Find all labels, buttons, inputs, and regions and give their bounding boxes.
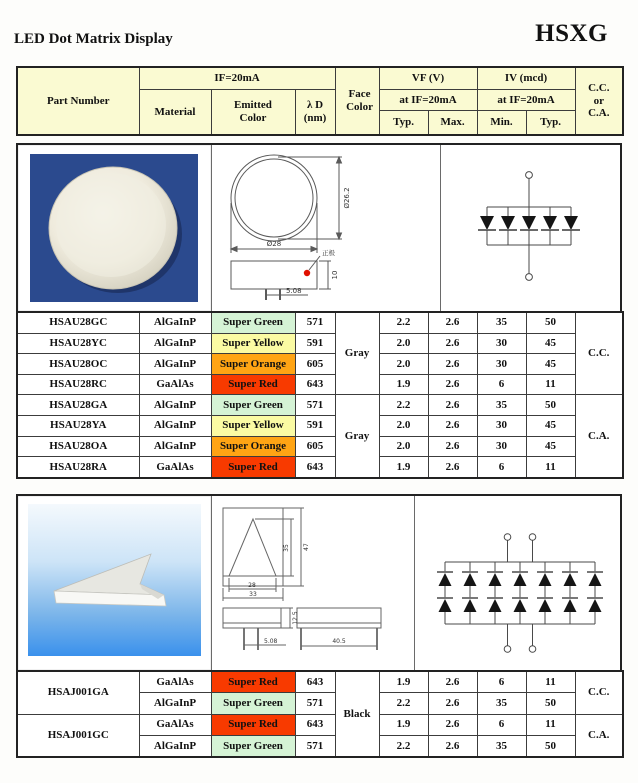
- vf-typ-cell: 1.9: [379, 714, 428, 735]
- iv-min-cell: 30: [477, 415, 526, 436]
- wavelength-cell: 591: [295, 415, 335, 436]
- emitted-color-cell: Super Red: [211, 671, 295, 693]
- wavelength-cell: 605: [295, 354, 335, 375]
- col-header-wavelength: [295, 90, 335, 136]
- dim-pin-pitch-arrow: 5.08: [264, 637, 278, 645]
- arrow-display-dimension-drawing: [212, 496, 414, 670]
- iv-typ-cell: 11: [526, 714, 575, 735]
- vf-max-cell: 2.6: [428, 415, 477, 436]
- col-header-emitted-color: Emitted Color: [211, 90, 295, 136]
- polarity-cell: C.C.: [575, 312, 623, 395]
- polarity-line-cc: C.C.: [588, 82, 610, 95]
- face-color-cell: Black: [335, 671, 379, 758]
- dim-face-diameter: Ø26.2: [343, 187, 351, 209]
- vf-max-cell: 2.6: [428, 693, 477, 714]
- polarity-line-ca: C.A.: [588, 107, 610, 120]
- iv-min-cell: 35: [477, 312, 526, 333]
- iv-typ-cell: 11: [526, 671, 575, 693]
- vf-typ-cell: 2.0: [379, 333, 428, 354]
- emitted-color-cell: Super Green: [211, 693, 295, 714]
- dim-thickness: 12.5: [292, 611, 299, 625]
- material-cell: AlGaInP: [139, 395, 211, 416]
- col-header-iv-min: Min.: [477, 111, 526, 136]
- col-header-if-condition: IF=20mA: [139, 67, 335, 90]
- iv-min-cell: 35: [477, 693, 526, 714]
- iv-min-cell: 6: [477, 671, 526, 693]
- dim-outer-width: 33: [249, 590, 257, 598]
- round-display-dimension-drawing: [212, 145, 440, 311]
- product-photo-round-display: [18, 145, 211, 311]
- wavelength-cell: 643: [295, 714, 335, 735]
- part-number-cell: HSAU28OA: [17, 436, 139, 457]
- wavelength-cell: 605: [295, 436, 335, 457]
- lambda-unit: (nm): [303, 112, 327, 124]
- col-header-iv: IV (mcd): [477, 67, 575, 90]
- dim-triangle-width: 28: [248, 581, 256, 589]
- emitted-color-cell: Super Orange: [211, 436, 295, 457]
- col-header-iv-typ: Typ.: [526, 111, 575, 136]
- anode-label: 正极: [322, 249, 335, 257]
- brand-logo: HSXG: [535, 20, 608, 47]
- iv-min-cell: 35: [477, 735, 526, 757]
- wavelength-cell: 643: [295, 457, 335, 478]
- emitted-color-cell: Super Green: [211, 312, 295, 333]
- col-header-vf: VF (V): [379, 67, 477, 90]
- spec-table-round-display: [16, 311, 624, 479]
- part-number-cell: HSAU28YA: [17, 415, 139, 436]
- iv-typ-cell: 45: [526, 333, 575, 354]
- material-cell: AlGaInP: [139, 735, 211, 757]
- table-row: [17, 333, 623, 354]
- vf-typ-cell: 2.2: [379, 693, 428, 714]
- part-number-cell: HSAU28YC: [17, 333, 139, 354]
- spec-table-arrow-display: [16, 670, 624, 759]
- vf-max-cell: 2.6: [428, 333, 477, 354]
- arrow-display-photo-image: [18, 496, 211, 670]
- wavelength-cell: 571: [295, 395, 335, 416]
- vf-max-cell: 2.6: [428, 714, 477, 735]
- vf-max-cell: 2.6: [428, 671, 477, 693]
- col-header-vf-at-if: at IF=20mA: [379, 90, 477, 111]
- iv-min-cell: 6: [477, 714, 526, 735]
- material-cell: GaAlAs: [139, 671, 211, 693]
- emitted-color-cell: Super Orange: [211, 354, 295, 375]
- vf-max-cell: 2.6: [428, 395, 477, 416]
- wavelength-cell: 591: [295, 333, 335, 354]
- wavelength-cell: 643: [295, 374, 335, 395]
- vf-typ-cell: 2.0: [379, 415, 428, 436]
- col-header-face-color: Face Color: [335, 67, 379, 135]
- table-row: [17, 671, 623, 693]
- col-header-material: Material: [139, 90, 211, 136]
- iv-typ-cell: 50: [526, 395, 575, 416]
- material-cell: AlGaInP: [139, 333, 211, 354]
- polarity-cell: C.A.: [575, 714, 623, 757]
- emitted-color-cell: Super Red: [211, 714, 295, 735]
- table-row: [17, 312, 623, 333]
- wavelength-cell: 643: [295, 671, 335, 693]
- spec-header-table: [16, 66, 624, 136]
- dim-outer-diameter: Ø28: [266, 240, 282, 248]
- iv-min-cell: 30: [477, 354, 526, 375]
- mechanical-drawing-round: [211, 145, 440, 311]
- vf-typ-cell: 2.0: [379, 354, 428, 375]
- col-header-iv-at-if: at IF=20mA: [477, 90, 575, 111]
- emitted-color-cell: Super Red: [211, 457, 295, 478]
- title-bar: [0, 0, 638, 56]
- polarity-line-or: or: [593, 94, 604, 107]
- circuit-schematic-round: [440, 145, 620, 311]
- vf-typ-cell: 2.2: [379, 312, 428, 333]
- arrow-display-circuit-diagram: [415, 496, 621, 670]
- col-header-part-number: Part Number: [17, 67, 139, 135]
- material-cell: GaAlAs: [139, 374, 211, 395]
- wavelength-cell: 571: [295, 693, 335, 714]
- dim-triangle-height: 35: [283, 543, 290, 552]
- iv-typ-cell: 50: [526, 735, 575, 757]
- iv-min-cell: 35: [477, 395, 526, 416]
- material-cell: AlGaInP: [139, 436, 211, 457]
- iv-min-cell: 30: [477, 436, 526, 457]
- iv-typ-cell: 11: [526, 374, 575, 395]
- material-cell: AlGaInP: [139, 354, 211, 375]
- polarity-cell: C.A.: [575, 395, 623, 478]
- product-figure-row-1: [16, 143, 622, 313]
- table-row: [17, 457, 623, 478]
- polarity-cell: C.C.: [575, 671, 623, 714]
- iv-typ-cell: 11: [526, 457, 575, 478]
- page-title: LED Dot Matrix Display: [14, 31, 173, 47]
- face-color-cell: Gray: [335, 395, 379, 478]
- dim-body-height: 10: [331, 270, 339, 280]
- part-number-cell: HSAU28GC: [17, 312, 139, 333]
- table-row: [17, 374, 623, 395]
- emitted-color-cell: Super Yellow: [211, 415, 295, 436]
- vf-max-cell: 2.6: [428, 354, 477, 375]
- table-row: [17, 395, 623, 416]
- emitted-color-cell: Super Green: [211, 395, 295, 416]
- vf-max-cell: 2.6: [428, 457, 477, 478]
- emitted-color-cell: Super Green: [211, 735, 295, 757]
- iv-typ-cell: 45: [526, 354, 575, 375]
- col-header-vf-max: Max.: [428, 111, 477, 136]
- product-figure-row-2: [16, 494, 622, 672]
- round-display-photo-image: [18, 145, 211, 311]
- part-number-cell: HSAU28RC: [17, 374, 139, 395]
- part-number-cell: HSAU28OC: [17, 354, 139, 375]
- circuit-schematic-arrow: [414, 496, 621, 670]
- iv-typ-cell: 45: [526, 436, 575, 457]
- part-number-cell: HSAU28RA: [17, 457, 139, 478]
- vf-max-cell: 2.6: [428, 735, 477, 757]
- lambda-symbol: λ D: [306, 99, 324, 112]
- part-number-cell: HSAJ001GA: [17, 671, 139, 714]
- wavelength-cell: 571: [295, 312, 335, 333]
- emitted-color-cell: Super Yellow: [211, 333, 295, 354]
- iv-typ-cell: 50: [526, 312, 575, 333]
- material-cell: GaAlAs: [139, 714, 211, 735]
- vf-max-cell: 2.6: [428, 436, 477, 457]
- table-row: [17, 415, 623, 436]
- material-cell: AlGaInP: [139, 312, 211, 333]
- vf-typ-cell: 1.9: [379, 671, 428, 693]
- table-row: [17, 714, 623, 735]
- vf-typ-cell: 2.0: [379, 436, 428, 457]
- dim-outer-height: 47: [303, 542, 310, 551]
- iv-min-cell: 6: [477, 374, 526, 395]
- wavelength-cell: 571: [295, 735, 335, 757]
- round-display-circuit-diagram: [441, 145, 620, 311]
- emitted-color-cell: Super Red: [211, 374, 295, 395]
- part-number-cell: HSAJ001GC: [17, 714, 139, 757]
- dim-pin-pitch: 5.08: [286, 287, 302, 295]
- material-cell: GaAlAs: [139, 457, 211, 478]
- vf-typ-cell: 1.9: [379, 374, 428, 395]
- table-row: [17, 436, 623, 457]
- dim-depth: 40.5: [332, 637, 346, 645]
- table-row: [17, 354, 623, 375]
- face-color-cell: Gray: [335, 312, 379, 395]
- product-photo-arrow-display: [18, 496, 211, 670]
- col-header-vf-typ: Typ.: [379, 111, 428, 136]
- vf-max-cell: 2.6: [428, 374, 477, 395]
- material-cell: AlGaInP: [139, 415, 211, 436]
- vf-max-cell: 2.6: [428, 312, 477, 333]
- anode-marker-dot: [304, 270, 310, 276]
- mechanical-drawing-arrow: [211, 496, 414, 670]
- iv-typ-cell: 50: [526, 693, 575, 714]
- iv-typ-cell: 45: [526, 415, 575, 436]
- part-number-cell: HSAU28GA: [17, 395, 139, 416]
- iv-min-cell: 30: [477, 333, 526, 354]
- vf-typ-cell: 2.2: [379, 395, 428, 416]
- vf-typ-cell: 1.9: [379, 457, 428, 478]
- iv-min-cell: 6: [477, 457, 526, 478]
- material-cell: AlGaInP: [139, 693, 211, 714]
- vf-typ-cell: 2.2: [379, 735, 428, 757]
- col-header-polarity: [575, 67, 623, 135]
